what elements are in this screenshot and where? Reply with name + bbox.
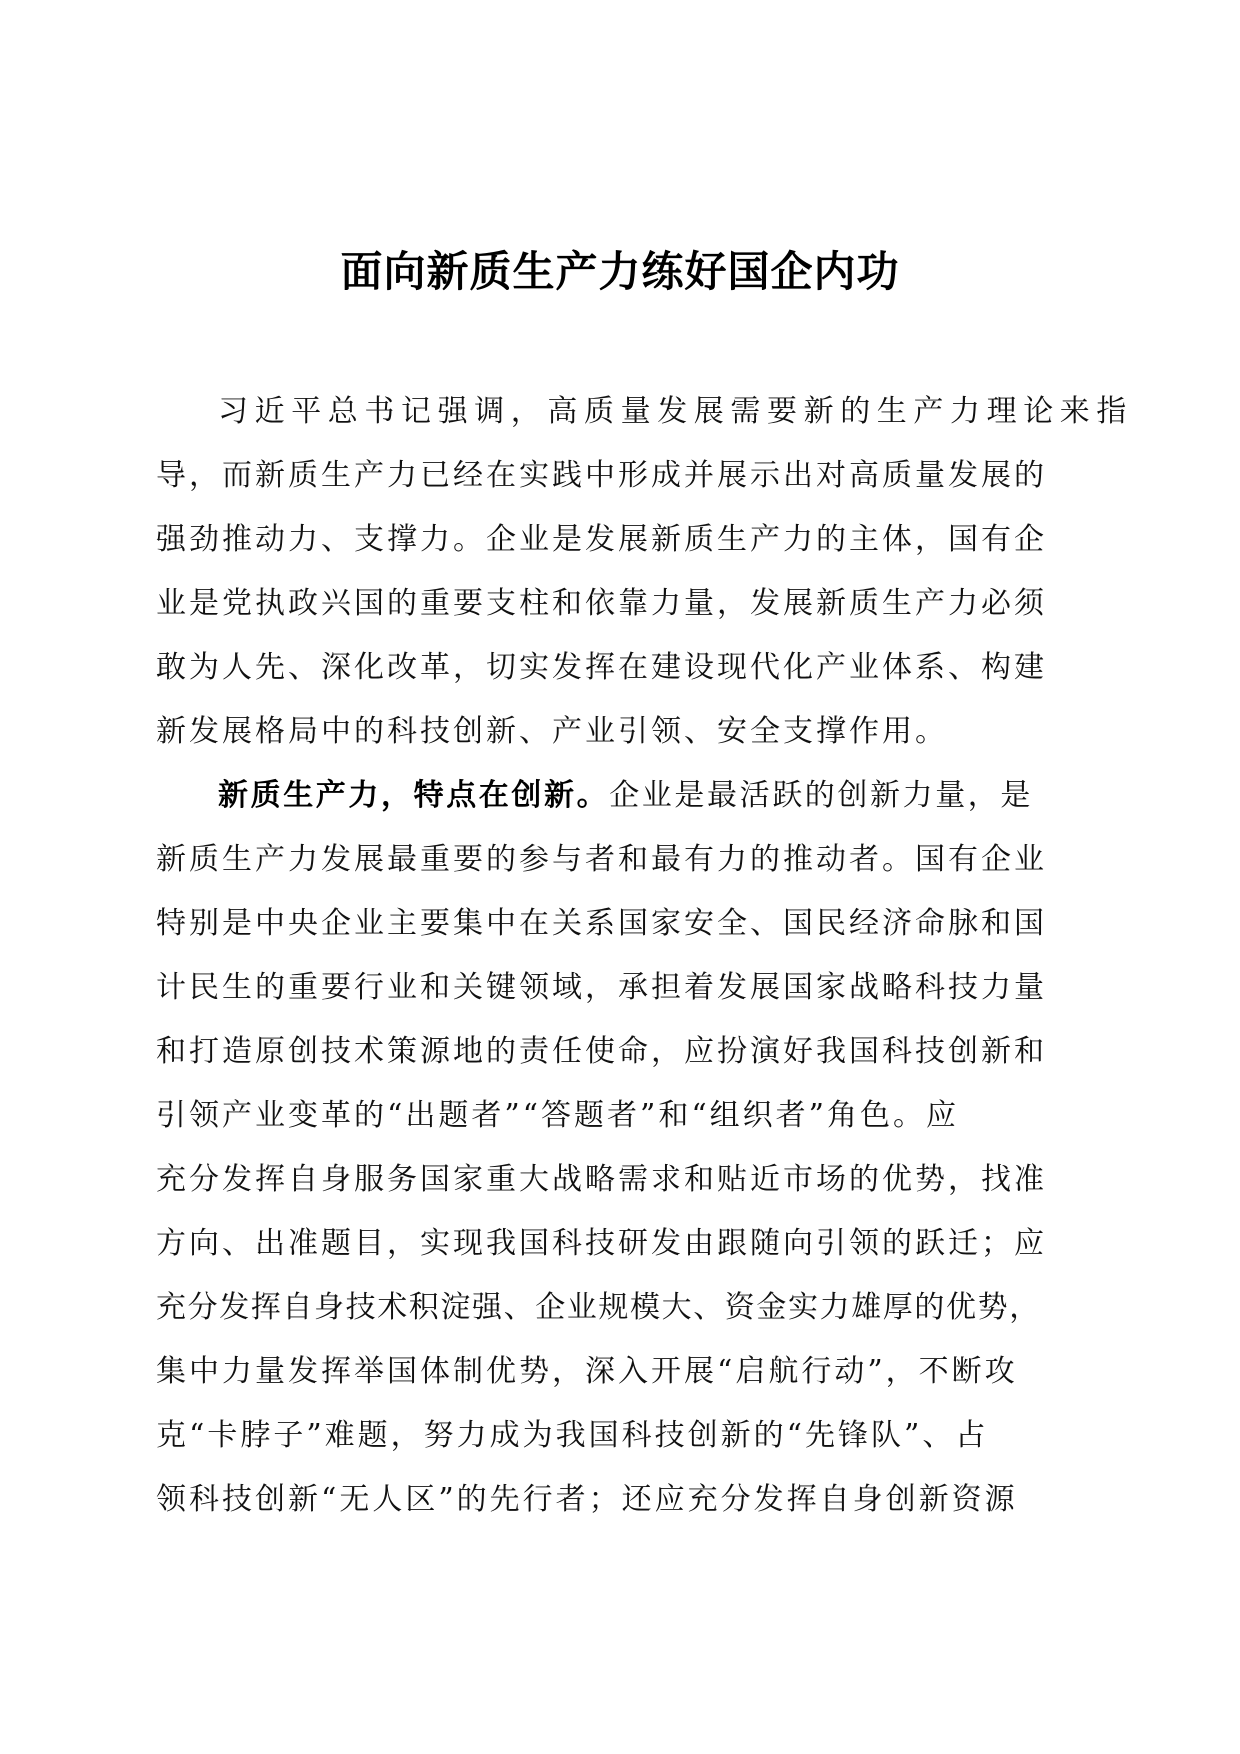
- paragraph-2-line-8: 方向、出准题目，实现我国科技研发由跟随向引领的跃迁；应: [156, 1226, 1047, 1261]
- paragraph-1-line-2: 导，而新质生产力已经在实践中形成并展示出对高质量发展的: [156, 458, 1047, 493]
- paragraph-2-line-11: 克“卡脖子”难题，努力成为我国科技创新的“先锋队”、占: [156, 1418, 989, 1453]
- paragraph-2-line-10: 集中力量发挥举国体制优势，深入开展“启航行动”，不断攻: [156, 1354, 1018, 1389]
- paragraph-1-line-1: 习近平总书记强调，高质量发展需要新的生产力理论来指: [218, 394, 1133, 429]
- paragraph-lead-heading: 新质生产力，特点在创新。: [218, 778, 610, 813]
- paragraph-2-line-7: 充分发挥自身服务国家重大战略需求和贴近市场的优势，找准: [156, 1162, 1047, 1197]
- paragraph-1-line-5: 敢为人先、深化改革，切实发挥在建设现代化产业体系、构建: [156, 650, 1047, 685]
- paragraph-2-line-9: 充分发挥自身技术积淀强、企业规模大、资金实力雄厚的优势，: [156, 1290, 1041, 1325]
- paragraph-2-line-6: 引领产业变革的“出题者”“答题者”和“组织者”角色。应: [156, 1098, 960, 1133]
- paragraph-2-line-5: 和打造原创技术策源地的责任使命，应扮演好我国科技创新和: [156, 1034, 1047, 1069]
- paragraph-2-line-2: 新质生产力发展最重要的参与者和最有力的推动者。国有企业: [156, 842, 1047, 877]
- paragraph-1-line-3: 强劲推动力、支撑力。企业是发展新质生产力的主体，国有企: [156, 522, 1047, 557]
- paragraph-2-line-3: 特别是中央企业主要集中在关系国家安全、国民经济命脉和国: [156, 906, 1047, 941]
- paragraph-2-line-12: 领科技创新“无人区”的先行者；还应充分发挥自身创新资源: [156, 1482, 1018, 1517]
- paragraph-1-line-4: 业是党执政兴国的重要支柱和依靠力量，发展新质生产力必须: [156, 586, 1047, 621]
- document-title: 面向新质生产力练好国企内功: [340, 247, 900, 296]
- paragraph-2-line-1-text: 企业是最活跃的创新力量，是: [609, 778, 1034, 813]
- paragraph-1-line-6: 新发展格局中的科技创新、产业引领、安全支撑作用。: [156, 714, 948, 749]
- paragraph-2-line-1: [218, 762, 1033, 830]
- paragraph-2-line-4: 计民生的重要行业和关键领域，承担着发展国家战略科技力量: [156, 970, 1047, 1005]
